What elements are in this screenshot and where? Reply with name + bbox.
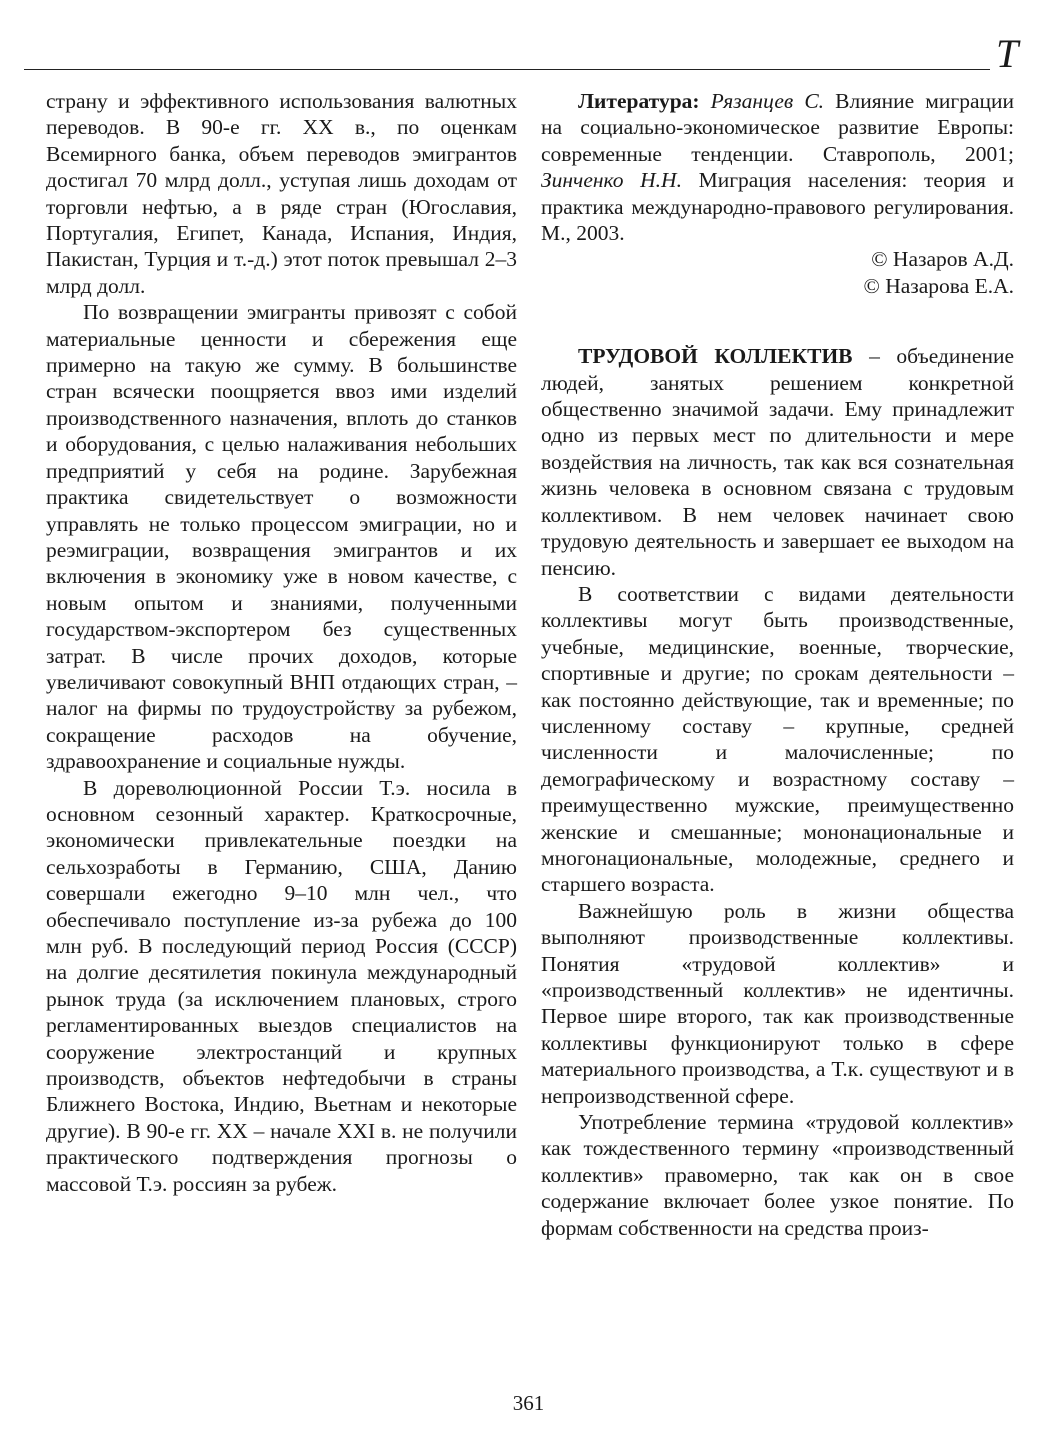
copyright-1: © Назаров А.Д. (871, 247, 1014, 272)
article-intro (541, 343, 1014, 581)
article-paragraph-2: Важнейшую роль в жизни общества выполняют производственные коллективы. Понятия «трудовой коллектив» и «производственный коллектив» не идентичны. Первое шире второго, так как производственные коллективы функционируют только в сфере материального производства, а Т.к. существуют и в непроизводственной сфере. (541, 898, 1014, 1108)
left-paragraph-2: По возвращении эмигранты привозят с собой материальные ценности и сбережения еще примерно на такую же сумму. В большинстве стран всячески поощряется ввоз ими изделий производственного назначения, вплоть до станков и оборудования, с целью налаживания небольших предприятий у себя на родине. Зарубежная практика свидетельствует о возможности управлять не только процессом эмиграции, но и реэмиграции, возвращения эмигрантов и их включения в экономику уже в новом качестве, с новым опытом и знаниями, полученными государством-экспортером без существенных затрат. В числе прочих доходов, которые увеличивают совокупный ВНП отдающих стран, – налог на фирмы по трудоустройству за рубежом, сокращение расходов на обучение, здравоохранение и социальные нужды. (46, 300, 517, 774)
left-paragraph-3: В дореволюционной России Т.э. носила в основном сезонный характер. Краткосрочные, экономически привлекательные поездки на сельхозработы в Германию, США, Данию совершали ежегодно 9–10 млн чел., что обеспечивало поступление из-за рубежа до 100 млн руб. В последующий период Россия (СССР) на долгие десятилетия покинула международный рынок труда (за исключением плановых, строго регламентированных выездов специалистов на сооружение электростанций и крупных производств, объектов нефтедобычи в страны Ближнего Востока, Индию, Вьетнам и некоторые другие). В 90-е гг. XX – начале XXI в. не получили практического подтверждения прогнозы о массовой Т.э. россиян за рубеж. (46, 775, 517, 1196)
section-spacer (541, 299, 1014, 343)
copyright-2: © Назарова Е.А. (863, 273, 1014, 298)
page-number: 361 (512, 1391, 545, 1415)
article-paragraph-3: Употребление термина «трудовой коллектив» как тождественного термину «производственный коллектив» правомерно, так как он в свое содержание включает более узкое понятие. По формам собственности на средства произ- (541, 1110, 1014, 1240)
literature-author-1: Рязанцев С. (710, 89, 825, 113)
article-term: ТРУДОВОЙ КОЛЛЕКТИВ (578, 344, 853, 369)
literature-work-1: Влияние миграции на социально-экономическое развитие Европы: современные тенденции. Ставрополь, 2001; (541, 89, 1015, 166)
literature-work-2: Миграция населения: теория и практика международно-правового регулирования. М., 2003. (541, 168, 1014, 246)
running-head-letter: Т (996, 31, 1019, 76)
article-definition: – объединение людей, занятых решением конкретной общественно значимой задачи. Ему принадлежит одно из первых мест по длительности и мере воздействия на личность, так как вся сознательная жизнь человека в основном связана с трудовым коллективом. В нем человек начинает свою трудовую деятельность и завершает ее выходом на пенсию. (541, 344, 1014, 580)
right-column (541, 88, 1014, 1241)
left-column (46, 88, 517, 1197)
literature-author-2: Зинченко Н.Н. (541, 168, 682, 193)
left-paragraph-1: страну и эффективного использования валютных переводов. В 90-е гг. XX в., по оценкам Всемирного банка, объем переводов эмигрантов достигал 70 млрд долл., уступая лишь доходам от торговли нефтью, а в ряде стран (Югославия, Португалия, Египет, Канада, Испания, Индия, Пакистан, Турция и т.-д.) этот поток превышал 2–3 млрд долл. (46, 89, 517, 298)
literature-paragraph (541, 88, 1014, 246)
header-rule (24, 69, 990, 70)
literature-label: Литература: (578, 89, 700, 113)
article-paragraph-1: В соответствии с видами деятельности коллективы могут быть производственные, учебные, медицинские, военные, творческие, спортивные и другие; по срокам деятельности – как постоянно действующие, так и временные; по численному составу – крупные, средней численности и малочисленные; по демографическому и возрастному составу – преимущественно мужские, преимущественно женские и смешанные; мононациональные и многонациональные, молодежные, среднего и старшего возраста. (541, 581, 1014, 897)
